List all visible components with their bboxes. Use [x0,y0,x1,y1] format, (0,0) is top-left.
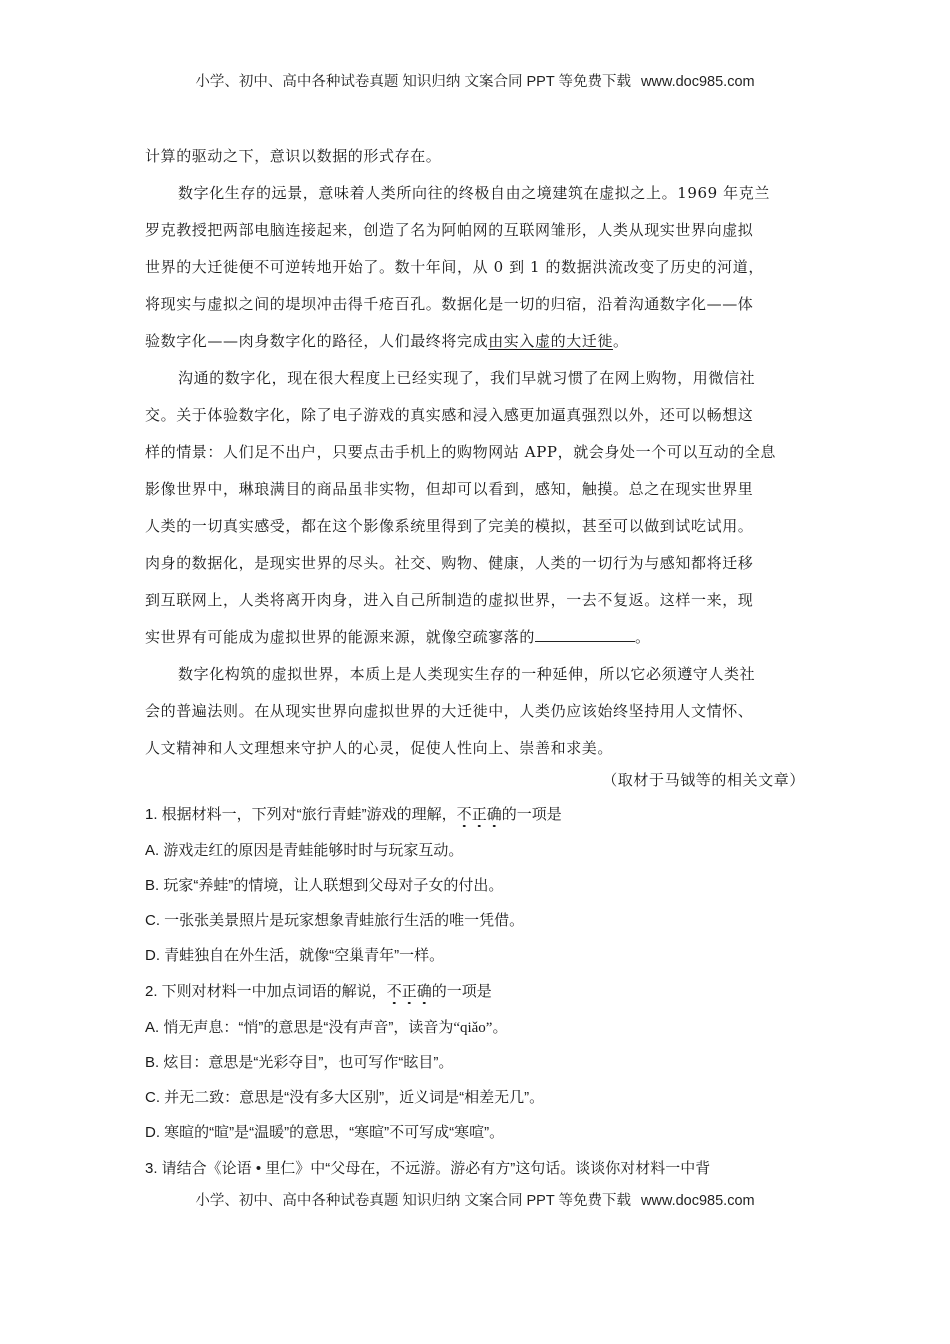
passage-line: 数字化生存的远景，意味着人类所向往的终极自由之境建筑在虚拟之上。1969 年克兰 [178,184,770,202]
stem-text: 1. 根据材料一，下列对“旅行青蛙”游戏的理解， [145,806,457,823]
passage-line: 交。关于体验数字化，除了电子游戏的真实感和浸入感更加逼真强烈以外，还可以畅想这 [145,406,754,424]
passage-line: 世界的大迁徙便不可逆转地开始了。数十年间，从 0 到 1 的数据洪流改变了历史的河道， [145,258,764,276]
question-stem [145,805,562,825]
option-c[interactable]: C. 并无二致：意思是“没有多大区别”，近义词是“相差无几”。 [145,1089,545,1106]
header-url-link[interactable]: www.doc985.com [640,74,755,90]
pinyin-text: “qiǎo”。 [453,1020,508,1036]
option-c[interactable]: C. 一张张美景照片是玩家想象青蛙旅行生活的唯一凭借。 [145,912,525,929]
passage-line: 样的情景：人们足不出户，只要点击手机上的购物网站 APP，就会身处一个可以互动的全息 [145,443,776,461]
option-d[interactable]: D. 寒暄的“暄”是“温暖”的意思，“寒暄”不可写成“寒喧”。 [145,1124,505,1141]
footer-url-link[interactable]: www.doc985.com [640,1193,755,1209]
passage-line: 罗克教授把两部电脑连接起来，创造了名为阿帕网的互联网雏形，人类从现实世界向虚拟 [145,221,754,239]
passage-line: 影像世界中，琳琅满目的商品虽非实物，但却可以看到，感知，触摸。总之在现实世界里 [145,480,754,498]
emphasis-char: 确 [486,806,502,823]
question-stem [145,982,492,1002]
stem-text: 2. 下则对材料一中加点词语的解说， [145,983,387,1000]
header-text: 小学、初中、高中各种试卷真题 知识归纳 文案合同 PPT 等免费下载 [195,74,631,90]
source-citation: （取材于马钺等的相关文章） [602,771,805,789]
page-footer [0,1189,950,1210]
option-text: A. 悄无声息：“悄”的意思是“没有声音”，读音为 [145,1019,454,1036]
passage-text: 实世界有可能成为虚拟世界的能源来源，就像空疏寥落的 [145,628,536,646]
fill-in-blank[interactable] [535,627,635,642]
passage-line: 肉身的数据化，是现实世界的尽头。社交、购物、健康，人类的一切行为与感知都将迁移 [145,554,754,572]
emphasis-char: 正 [401,983,417,1000]
question-3-stem: 3. 请结合《论语 • 里仁》中“父母在，不远游。游必有方”这句话。谈谈你对材料一中背 [145,1160,711,1177]
passage-line: 数字化构筑的虚拟世界，本质上是人类现实生存的一种延伸，所以它必须遵守人类社 [178,665,756,683]
option-b[interactable]: B. 炫目：意思是“光彩夺目”，也可写作“眩目”。 [145,1054,454,1071]
underlined-phrase: 由实入虚的大迁徙 [488,332,614,350]
option-d[interactable]: D. 青蛙独自在外生活，就像“空巢青年”一样。 [145,947,445,964]
emphasis-char: 确 [416,983,432,1000]
emphasis-char: 正 [471,806,487,823]
passage-text: 。 [613,332,629,350]
passage-line [145,331,805,351]
passage-text: 。 [635,628,651,646]
passage-line: 人类的一切真实感受，都在这个影像系统里得到了完美的模拟，甚至可以做到试吃试用。 [145,517,754,535]
passage-line: 将现实与虚拟之间的堤坝冲击得千疮百孔。数据化是一切的归宿，沿着沟通数字化——体 [145,295,754,313]
passage-line: 人文精神和人文理想来守护人的心灵，促使人性向上、崇善和求美。 [145,739,614,757]
passage-line: 到互联网上，人类将离开肉身，进入自己所制造的虚拟世界，一去不复返。这样一来，现 [145,591,754,609]
emphasis-char: 不 [456,806,472,823]
stem-text: 的一项是 [501,806,562,823]
page-header [0,70,950,91]
option-b[interactable]: B. 玩家“养蛙”的情境，让人联想到父母对子女的付出。 [145,877,504,894]
option-a[interactable] [145,1018,507,1038]
emphasis-char: 不 [386,983,402,1000]
option-a[interactable]: A. 游戏走红的原因是青蛙能够时时与玩家互动。 [145,842,464,859]
passage-text: 验数字化——肉身数字化的路径，人们最终将完成 [145,332,489,350]
passage-line [145,627,805,647]
stem-text: 的一项是 [431,983,492,1000]
footer-text: 小学、初中、高中各种试卷真题 知识归纳 文案合同 PPT 等免费下载 [195,1193,631,1209]
passage-line: 会的普遍法则。在从现实世界向虚拟世界的大迁徙中，人类仍应该始终坚持用人文情怀、 [145,702,754,720]
passage-line: 沟通的数字化，现在很大程度上已经实现了，我们早就习惯了在网上购物，用微信社 [178,369,756,387]
passage-line: 计算的驱动之下，意识以数据的形式存在。 [145,147,442,165]
